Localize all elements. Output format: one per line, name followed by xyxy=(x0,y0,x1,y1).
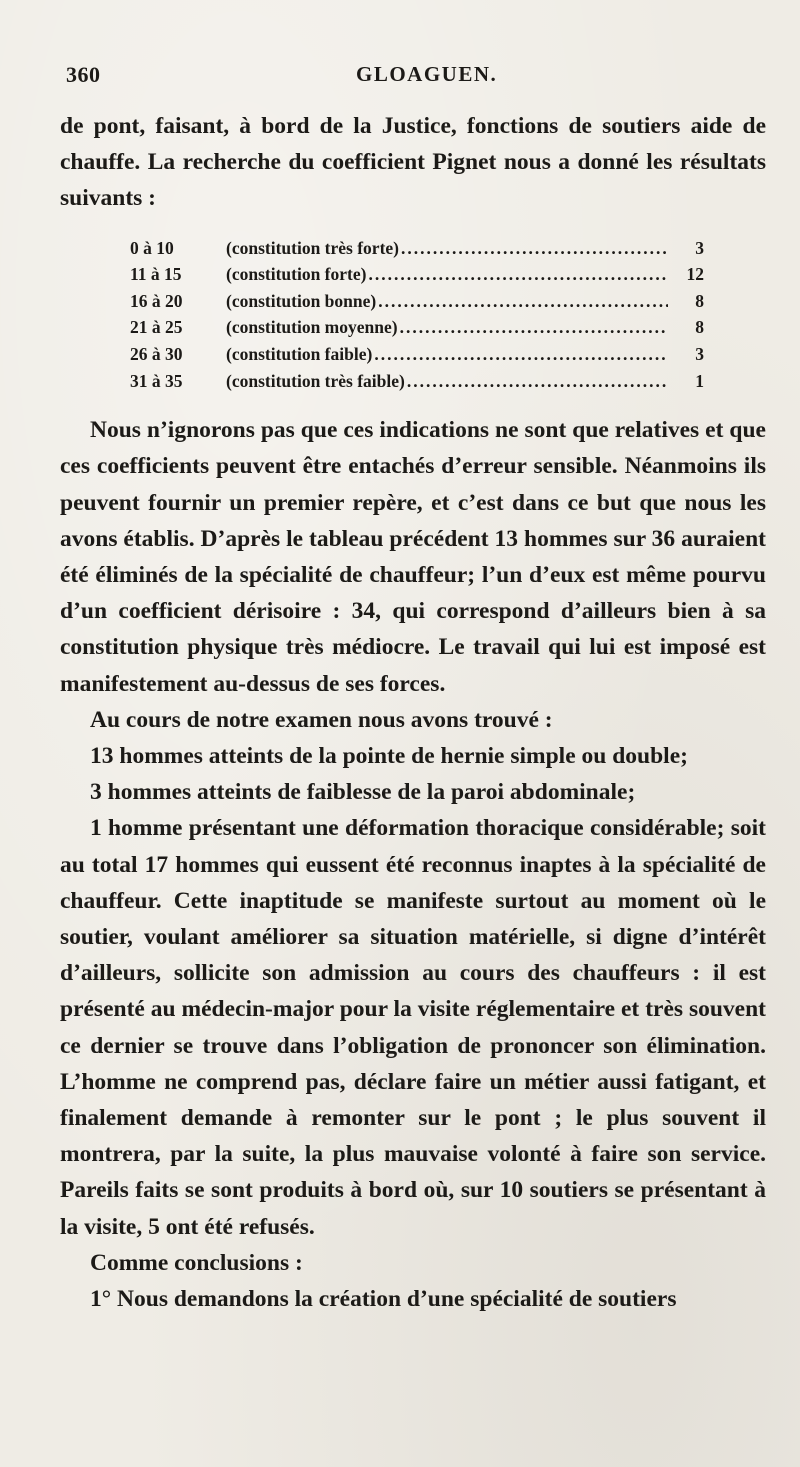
table-range: 11 à 15 xyxy=(130,264,182,285)
leader-dots xyxy=(368,261,668,288)
table-row xyxy=(60,341,766,368)
table-range: 0 à 10 xyxy=(130,237,174,258)
table-count: 8 xyxy=(695,290,704,311)
table-row xyxy=(60,235,766,262)
table-row xyxy=(60,314,766,341)
table-count: 1 xyxy=(695,370,704,391)
intro-paragraph: de pont, faisant, à bord de la Justice, fonctions de soutiers aide de chauffe. La recherche du coefficient Pignet nous a donné les résultats suivants : xyxy=(60,113,766,212)
table-range: 21 à 25 xyxy=(130,317,183,338)
table-label: (constitution moyenne) xyxy=(226,317,398,338)
table-label: (constitution faible) xyxy=(226,343,373,364)
table-count: 3 xyxy=(695,237,704,258)
table-range: 31 à 35 xyxy=(130,370,183,391)
paragraph-examen: Au cours de notre examen nous avons trouvé : xyxy=(90,706,553,733)
paragraph-reservations: Nous n’ignorons pas que ces indications ne sont que relatives et que ces coefficients peuvent être entachés d’erreur sensible. Néanmoins ils peuvent fournir un premier repère, et c’est dans ce but que nous les avons établis. D’après le tableau précédent 13 hommes sur 36 auraient été éliminés de la spécialité de chauffeur; l’un d’eux est même pourvu d’un coefficient dérisoire : 34, qui correspond d’ailleurs bien à sa constitution physique très médiocre. Le travail qui lui est imposé est manifestement au-dessus de ses forces. xyxy=(60,417,766,697)
leader-dots xyxy=(401,235,668,262)
table-count: 8 xyxy=(695,317,704,338)
paragraph-conclusion-1: 1° Nous demandons la création d’une spécialité de soutiers xyxy=(90,1286,677,1313)
leader-dots xyxy=(407,368,668,395)
leader-dots xyxy=(378,288,668,315)
paragraph-inaptitude: 1 homme présentant une déformation thoracique considérable; soit au total 17 hommes qui eussent été reconnus inaptes à la spécialité de chauffeur. Cette inaptitude se manifeste surtout au moment où le soutier, voulant améliorer sa situation matérielle, si digne d’intérêt d’ailleurs, sollicite son admission au cours des chauffeurs : il est présenté au médecin-major pour la visite réglementaire et très souvent ce dernier se trouve dans l’obligation de prononcer son élimination. L’homme ne comprend pas, déclare faire un métier aussi fatigant, et finalement demande à remonter sur le pont ; le plus souvent il montrera, par la suite, la plus mauvaise volonté à faire son service. Pareils faits se sont produits à bord où, sur 10 soutiers se présentant à la visite, 5 ont été refusés. xyxy=(60,815,766,1240)
table-count: 3 xyxy=(695,343,704,364)
table-count: 12 xyxy=(686,264,704,285)
pignet-coefficient-table xyxy=(60,235,766,395)
running-head: GLOAGUEN. xyxy=(356,62,498,86)
table-row xyxy=(60,288,766,315)
table-range: 26 à 30 xyxy=(130,343,183,364)
paragraph-paroi: 3 hommes atteints de faiblesse de la paroi abdominale; xyxy=(90,779,636,806)
table-label: (constitution très forte) xyxy=(226,237,400,258)
paragraph-hernie: 13 hommes atteints de la pointe de hernie simple ou double; xyxy=(90,743,688,769)
page-number: 360 xyxy=(66,62,101,87)
page-header xyxy=(66,62,766,102)
table-row xyxy=(60,261,766,288)
table-row xyxy=(60,368,766,395)
leader-dots xyxy=(374,341,668,368)
table-label: (constitution bonne) xyxy=(226,290,377,311)
table-label: (constitution très faible) xyxy=(226,370,405,391)
body-text xyxy=(60,108,766,1317)
paragraph-conclusions: Comme conclusions : xyxy=(90,1249,303,1276)
table-label: (constitution forte) xyxy=(226,264,367,285)
table-range: 16 à 20 xyxy=(130,290,183,311)
leader-dots xyxy=(400,314,668,341)
